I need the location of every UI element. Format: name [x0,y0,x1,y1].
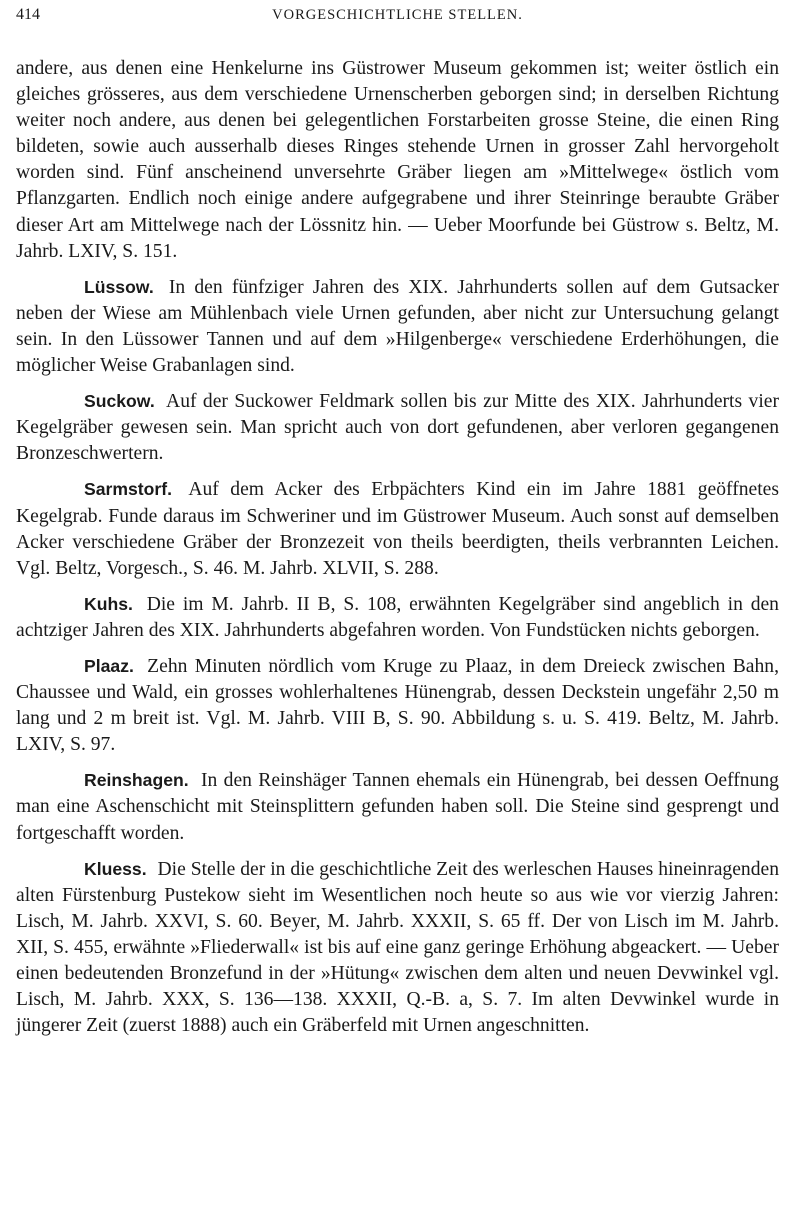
place-name: Reinshagen. [84,770,189,791]
entry-text: Die Stelle der in die geschichtliche Zeit des werleschen Hauses hineinragenden alten Fürstenburg Pustekow sieht im Wesentlichen noch heute so aus wie vor vierzig Jahren: Lisch, M. Jahrb. XXVI, S. 60. Beyer, M. Jahrb. XXXII, S. 65 ff. Der von Lisch im M. Jahrb. XII, S. 455, erwähnte »Fliederwall« ist bis auf eine ganz geringe Erhöhung abgeackert. — Ueber einen bedeutenden Bronzefund in der »Hütung« zwischen dem alten und neuen Devwinkel vgl. Lisch, M. Jahrb. XXX, S. 136—138. XXXII, Q.-B. a, S. 7. Im alten Devwinkel wurde in jüngerer Zeit (zuerst 1888) auch ein Gräberfeld mit Urnen angeschnitten. [16,858,779,1037]
place-name: Suckow. [84,391,155,412]
entry-text: In den fünfziger Jahren des XIX. Jahrhunderts sollen auf dem Gutsacker neben der Wiese am Mühlenbach viele Urnen gefunden, aber nicht zur Untersuchung gelangt sein. In den Lüssower Tannen und auf dem »Hilgenberge« verschiedene Erderhöhungen, die möglicher Weise Grabanlagen sind. [16,276,780,377]
entry-sarmstorf [16,476,779,581]
place-name: Kluess. [84,858,147,879]
entry-text: Die im M. Jahrb. II B, S. 108, erwähnten Kegelgräber sind angeblich in den achtziger Jahren des XIX. Jahrhunderts abgefahren worden. Von Fundstücken nichts geborgen. [16,593,779,641]
entry-kluess [16,856,779,1040]
entry-reinshagen [16,767,779,846]
book-page [16,4,779,1039]
entry-text: In den Reinshäger Tannen ehemals ein Hünengrab, bei dessen Oeffnung man eine Aschenschicht mit Steinsplittern gefunden haben soll. Die Steine sind gesprengt und fortgeschafft worden. [16,770,779,844]
entry-text: Auf dem Acker des Erbpächters Kind ein im Jahre 1881 geöffnetes Kegelgrab. Funde daraus im Schweriner und im Güstrower Museum. Auch sonst auf demselben Acker verschiedene Gräber der Bronzezeit von theils beerdigten, theils verbrannten Leichen. Vgl. Beltz, Vorgesch., S. 46. M. Jahrb. XLVII, S. 288. [16,479,779,579]
entry-plaaz [16,653,779,758]
page-number: 414 [16,6,40,23]
entry-kuhs [16,591,779,644]
entry-text: Auf der Suckower Feldmark sollen bis zur Mitte des XIX. Jahrhunderts vier Kegelgräber gewesen sein. Man spricht auch von dort gefundenen, aber verloren gegangenen Bronzeschwertern. [16,391,779,465]
entry-suckow [16,388,779,467]
running-title: VORGESCHICHTLICHE STELLEN. [272,7,523,23]
place-name: Plaaz. [84,655,134,676]
running-head [16,4,779,26]
place-name: Lüssow. [84,276,154,297]
place-name: Kuhs. [84,593,133,614]
continuation-paragraph [16,56,779,265]
entry-text: Zehn Minuten nördlich vom Kruge zu Plaaz, in dem Dreieck zwischen Bahn, Chaussee und Wald, ein grosses wohlerhaltenes Hünengrab, dessen Deckstein ungefähr 2,50 m lang und 2 m breit ist. Vgl. M. Jahrb. VIII B, S. 90. Abbildung s. u. S. 419. Beltz, M. Jahrb. LXIV, S. 97. [16,655,779,756]
body-text [16,56,779,1039]
entry-luessow [16,274,779,379]
paragraph-text: andere, aus denen eine Henkelurne ins Güstrower Museum gekommen ist; weiter östlich ein gleiches grösseres, aus dem verschiedene Urnenscherben geborgen sind; in derselben Richtung weiter noch andere, aus denen bei gelegentlichen Forstarbeiten grosse Steine, die einen Ring bildeten, sowie auch ausserhalb dieses Ringes stehende Urnen in grosser Zahl hervorgeholt worden sind. Fünf anscheinend unversehrte Gräber liegen am »Mittelwege« östlich vom Pflanzgarten. Endlich noch einige andere aufgegrabene und ihrer Steinringe beraubte Gräber dieser Art am Mittelwege nach der Lössnitz hin. — Ueber Moorfunde bei Güstrow s. Beltz, M. Jahrb. LXIV, S. 151. [16,58,779,262]
place-name: Sarmstorf. [84,479,172,500]
